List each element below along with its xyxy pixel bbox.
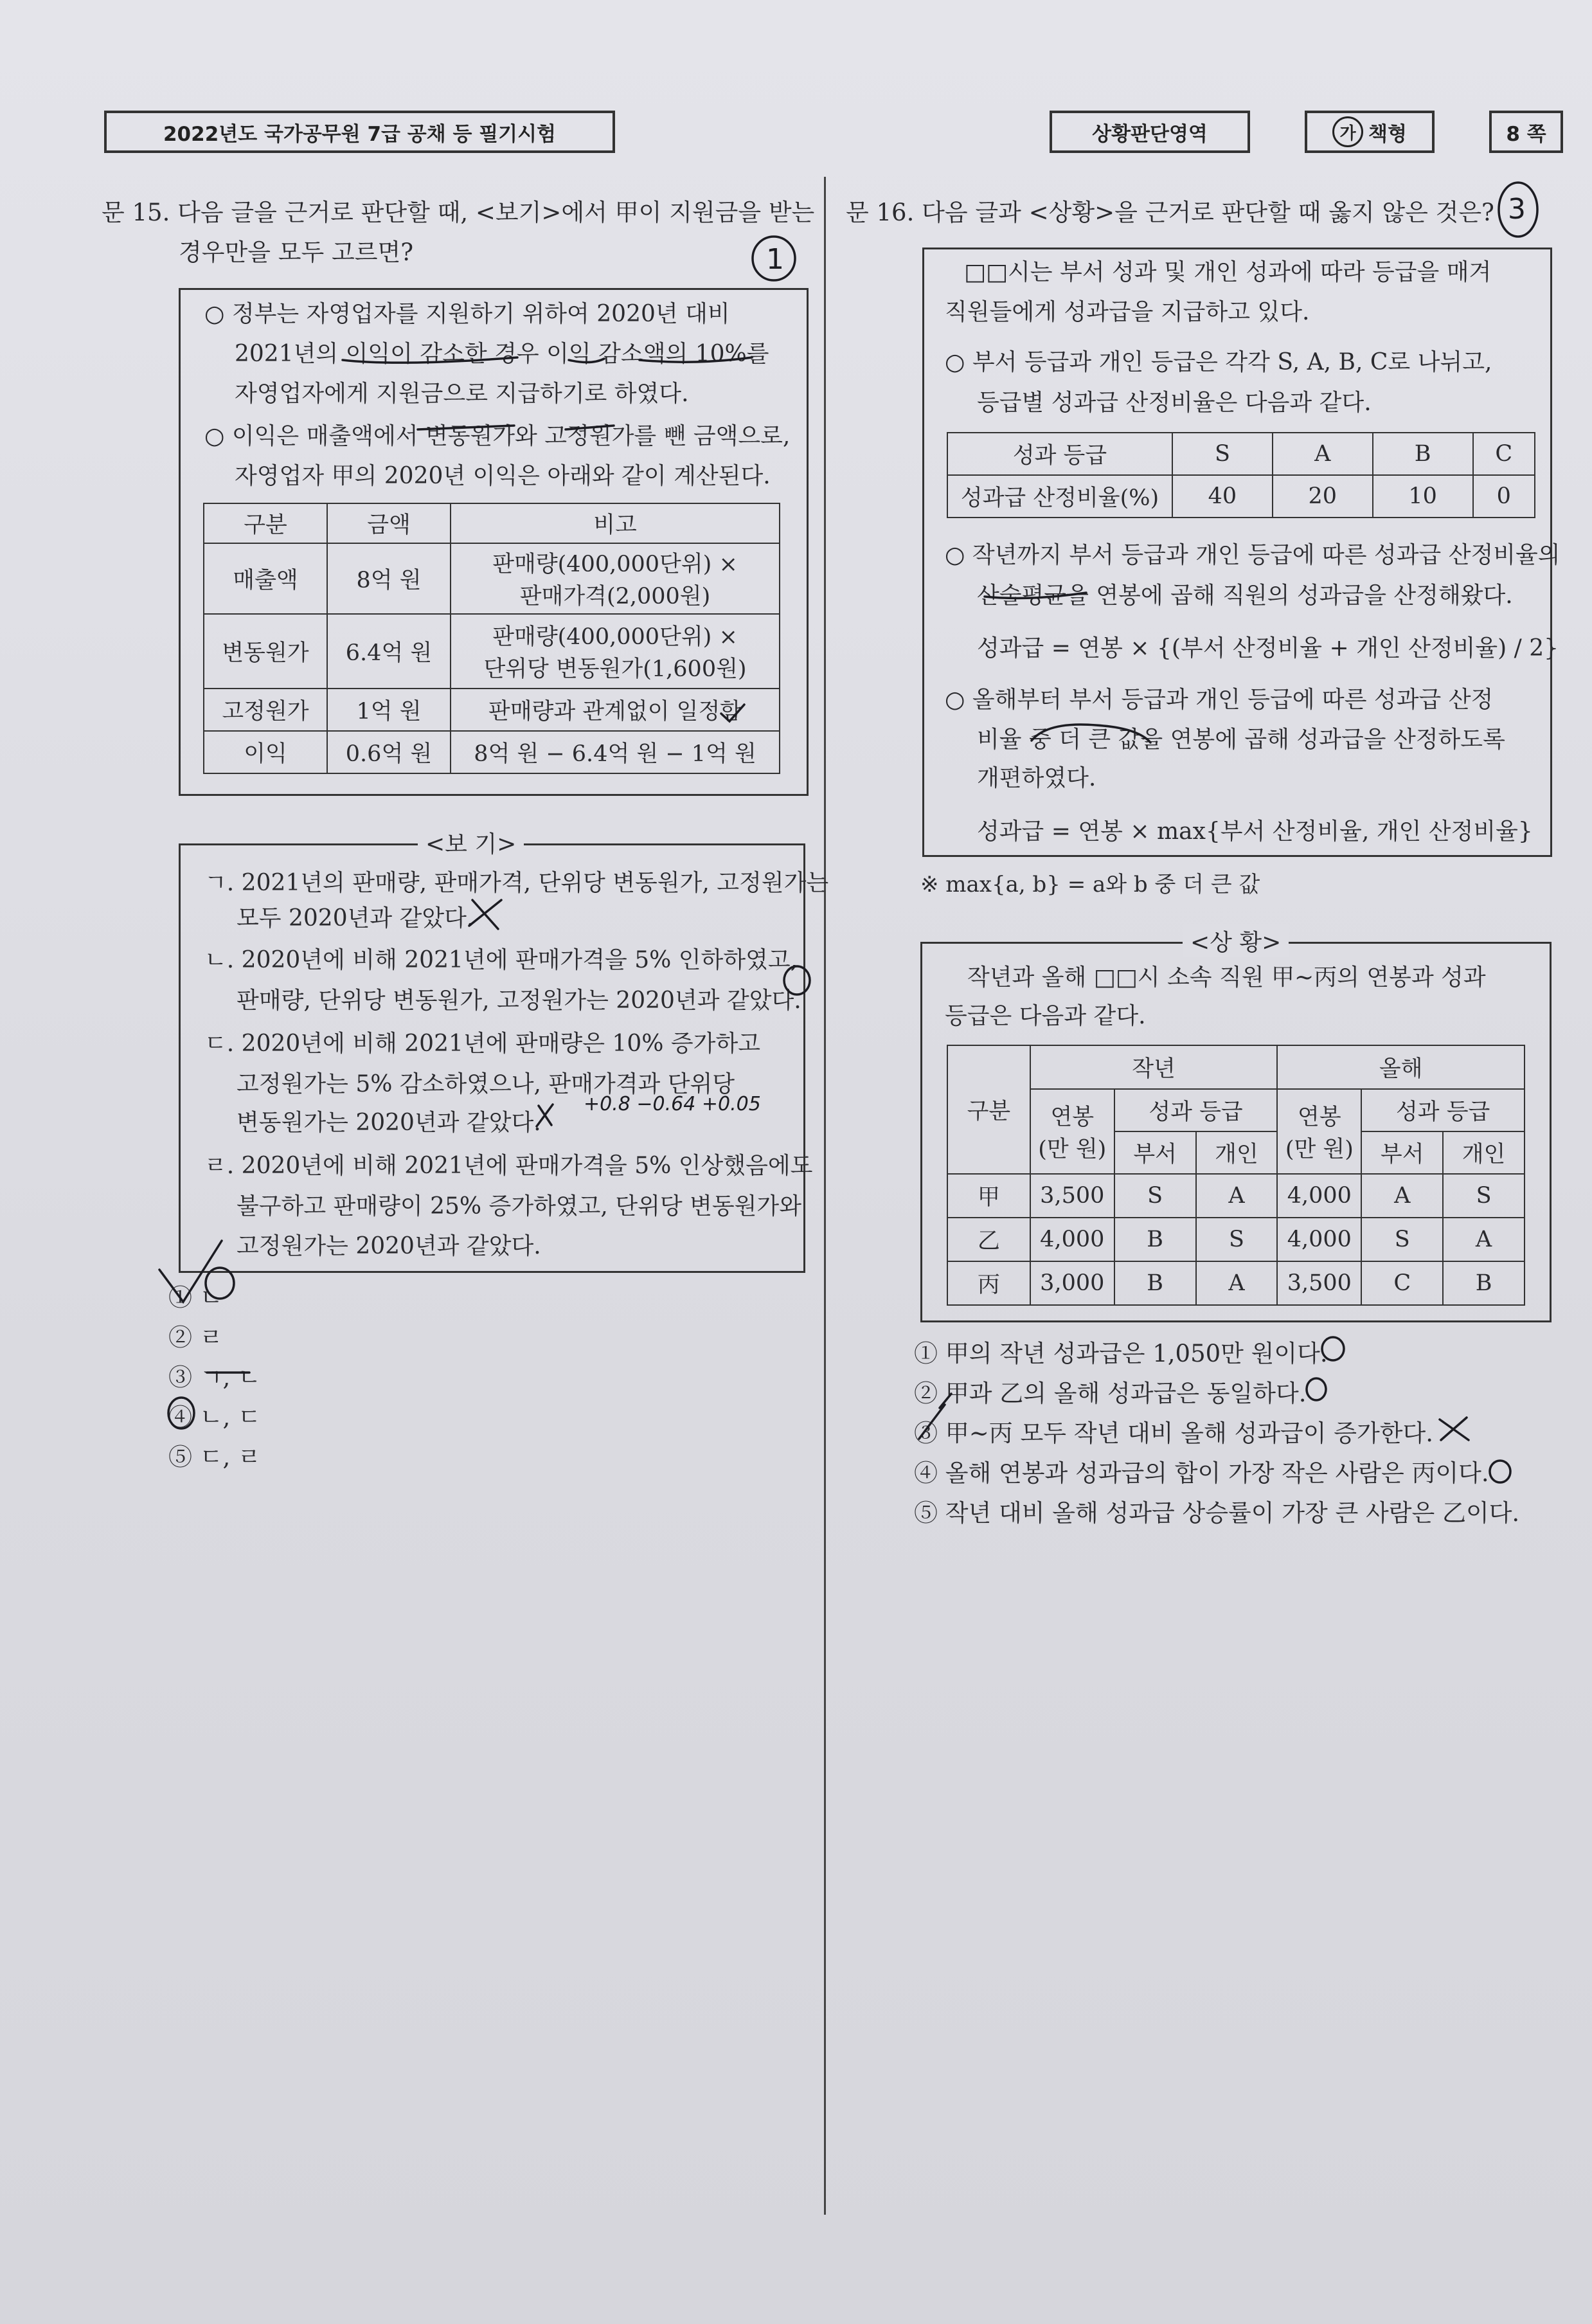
table-row bbox=[947, 1218, 1525, 1261]
q16-rate-row2-label: 성과급 산정비율(%) bbox=[947, 475, 1172, 518]
q16-salary-unit-2: (만 원) bbox=[1285, 1137, 1354, 1162]
staff-dept-this: C bbox=[1361, 1261, 1443, 1305]
q15-bogi-d-line2: 불구하고 판매량이 25% 증가하였고, 단위당 변동원가와 bbox=[237, 1193, 801, 1220]
staff-salary-this: 4,000 bbox=[1277, 1174, 1361, 1218]
q16-b3-line3: 개편하였다. bbox=[977, 765, 1096, 791]
staff-indiv-last: A bbox=[1196, 1261, 1278, 1305]
q15-bogi-a-line1: ㄱ. 2021년의 판매량, 판매가격, 단위당 변동원가, 고정원가는 bbox=[204, 870, 829, 896]
q15-th-amount: 금액 bbox=[327, 503, 451, 543]
q16-salary-1: 연봉 bbox=[1050, 1104, 1095, 1130]
q16-situation-title: <상 황> bbox=[1183, 924, 1289, 957]
q15-bogi-d-line1: ㄹ. 2020년에 비해 2021년에 판매가격을 5% 인상했음에도 bbox=[204, 1153, 813, 1179]
q16-formula2: 성과급 = 연봉 × max{부서 산정비율, 개인 산정비율} bbox=[977, 818, 1533, 845]
q15-cell-note2: 판매가격(2,000원) bbox=[519, 584, 711, 609]
q16-rate-b: 10 bbox=[1373, 475, 1473, 518]
q16-staff-col-label: 구분 bbox=[947, 1045, 1030, 1174]
q15-p1-line2: 2021년의 이익이 감소한 경우 이익 감소액의 10%를 bbox=[235, 341, 769, 367]
q15-handwritten-answer: 1 bbox=[766, 243, 784, 276]
q16-note: ※ max{a, b} = a와 b 중 더 큰 값 bbox=[920, 872, 1260, 897]
q15-stem bbox=[102, 193, 815, 273]
q15-cell-amount: 1억 원 bbox=[327, 689, 451, 731]
q16-option-1[interactable]: ① 甲의 작년 성과급은 1,050만 원이다. bbox=[914, 1340, 1328, 1367]
exam-title: 2022년도 국가공무원 7급 공채 등 필기시험 bbox=[163, 122, 556, 146]
q16-dept-2: 부서 bbox=[1361, 1131, 1443, 1174]
q16-this-year: 올해 bbox=[1277, 1045, 1525, 1089]
q16-staff-table bbox=[947, 1045, 1525, 1306]
staff-indiv-this: S bbox=[1443, 1174, 1525, 1218]
q16-option-5[interactable]: ⑤ 작년 대비 올해 성과급 상승률이 가장 큰 사람은 乙이다. bbox=[914, 1499, 1520, 1527]
q15-bogi-a-line2: 모두 2020년과 같았다. bbox=[237, 905, 474, 932]
q15-p1-line1: ○ 정부는 자영업자를 지원하기 위하여 2020년 대비 bbox=[204, 301, 730, 327]
booklet-mark-circle bbox=[1332, 116, 1363, 147]
q16-b2-line1: ○ 작년까지 부서 등급과 개인 등급에 따른 성과급 산정비율의 bbox=[945, 542, 1561, 568]
q16-handwritten-answer: 3 bbox=[1508, 193, 1526, 226]
q15-cell-note2: 단위당 변동원가(1,600원) bbox=[483, 656, 747, 682]
staff-indiv-this: A bbox=[1443, 1218, 1525, 1261]
q15-profit-table bbox=[203, 503, 780, 774]
q15-cell-label: 매출액 bbox=[204, 543, 327, 614]
q16-rate-table bbox=[947, 432, 1535, 518]
q16-rate-row1-label: 성과 등급 bbox=[947, 433, 1172, 475]
staff-salary-this: 3,500 bbox=[1277, 1261, 1361, 1305]
page-number: 8 쪽 bbox=[1506, 122, 1546, 146]
page-number-box bbox=[1489, 111, 1563, 153]
q16-grade-s: S bbox=[1172, 433, 1273, 475]
q16-salary-unit-1: (만 원) bbox=[1038, 1137, 1107, 1162]
staff-name: 丙 bbox=[947, 1261, 1030, 1305]
q16-rate-a: 20 bbox=[1273, 475, 1373, 518]
q15-handwritten-calc: +0.8 −0.64 +0.05 bbox=[584, 1093, 761, 1115]
table-row bbox=[204, 689, 780, 731]
staff-name: 甲 bbox=[947, 1174, 1030, 1218]
q15-bogi-c-line1: ㄷ. 2020년에 비해 2021년에 판매량은 10% 증가하고 bbox=[204, 1031, 760, 1057]
column-divider bbox=[824, 177, 826, 2215]
q15-option-5[interactable]: ⑤ ㄷ, ㄹ bbox=[168, 1443, 261, 1471]
staff-dept-this: S bbox=[1361, 1218, 1443, 1261]
q15-cell-note1: 판매량(400,000단위) × bbox=[492, 552, 738, 577]
staff-indiv-this: B bbox=[1443, 1261, 1525, 1305]
q16-grade-c: C bbox=[1473, 433, 1535, 475]
table-row bbox=[204, 731, 780, 773]
q16-number: 문 16. bbox=[846, 199, 915, 226]
q15-cell-note1: 판매량(400,000단위) × bbox=[492, 624, 738, 650]
q16-indiv-1: 개인 bbox=[1196, 1131, 1278, 1174]
booklet-label: 책형 bbox=[1368, 122, 1407, 146]
q16-stem bbox=[846, 193, 1494, 233]
q16-rate-s: 40 bbox=[1172, 475, 1273, 518]
q15-cell-amount: 6.4억 원 bbox=[327, 614, 451, 689]
q16-b3-line1: ○ 올해부터 부서 등급과 개인 등급에 따른 성과급 산정 bbox=[945, 687, 1494, 713]
q16-grade-a: A bbox=[1273, 433, 1373, 475]
q15-th-category: 구분 bbox=[204, 503, 327, 543]
q16-intro-line1: □□시는 부서 성과 및 개인 성과에 따라 등급을 매겨 bbox=[964, 259, 1492, 285]
q16-situation-line2: 등급은 다음과 같다. bbox=[945, 1003, 1146, 1029]
q15-cell-amount: 0.6억 원 bbox=[327, 731, 451, 773]
q15-stem-line1: 다음 글을 근거로 판단할 때, <보기>에서 甲이 지원금을 받는 bbox=[177, 199, 815, 226]
section-box bbox=[1050, 111, 1250, 153]
q16-b1-line1: ○ 부서 등급과 개인 등급은 각각 S, A, B, C로 나뉘고, bbox=[945, 349, 1492, 375]
q16-salary-2: 연봉 bbox=[1298, 1104, 1341, 1130]
staff-dept-this: A bbox=[1361, 1174, 1443, 1218]
booklet-box bbox=[1305, 111, 1435, 153]
q15-option-1[interactable]: ① ㄴ bbox=[168, 1284, 223, 1311]
q15-option-3[interactable]: ③ ㄱ, ㄴ bbox=[168, 1364, 261, 1391]
q15-th-note: 비고 bbox=[451, 503, 780, 543]
q15-option-4[interactable]: ④ ㄴ, ㄷ bbox=[168, 1403, 261, 1431]
q15-bogi-c-line2: 고정원가는 5% 감소하였으나, 판매가격과 단위당 bbox=[237, 1071, 735, 1097]
q15-cell-label: 고정원가 bbox=[204, 689, 327, 731]
table-row bbox=[947, 1174, 1525, 1218]
q15-cell-label: 변동원가 bbox=[204, 614, 327, 689]
q16-b1-line2: 등급별 성과급 산정비율은 다음과 같다. bbox=[977, 390, 1372, 416]
q16-stem-text: 다음 글과 <상황>을 근거로 판단할 때 옳지 않은 것은? bbox=[922, 199, 1494, 226]
q15-bogi-d-line3: 고정원가는 2020년과 같았다. bbox=[237, 1233, 541, 1259]
section-label: 상황판단영역 bbox=[1092, 122, 1208, 146]
table-row bbox=[204, 543, 780, 614]
q16-option-3[interactable]: ③ 甲~丙 모두 작년 대비 올해 성과급이 증가한다. bbox=[914, 1419, 1433, 1447]
staff-indiv-last: S bbox=[1196, 1218, 1278, 1261]
staff-salary-last: 3,000 bbox=[1030, 1261, 1114, 1305]
q16-option-2[interactable]: ② 甲과 乙의 올해 성과급은 동일하다. bbox=[914, 1380, 1307, 1407]
q15-stem-line2: 경우만을 모두 고르면? bbox=[179, 239, 414, 266]
q16-formula1: 성과급 = 연봉 × {(부서 산정비율 + 개인 산정비율) / 2} bbox=[977, 635, 1559, 662]
q16-intro-line2: 직원들에게 성과급을 지급하고 있다. bbox=[945, 299, 1310, 325]
q16-indiv-2: 개인 bbox=[1443, 1131, 1525, 1174]
exam-title-box bbox=[104, 111, 615, 153]
booklet-mark: 가 bbox=[1339, 123, 1356, 143]
q15-bogi-b-line2: 판매량, 단위당 변동원가, 고정원가는 2020년과 같았다. bbox=[237, 987, 801, 1014]
q15-cell-label: 이익 bbox=[204, 731, 327, 773]
q16-b3-line2: 비율 중 더 큰 값을 연봉에 곱해 성과급을 산정하도록 bbox=[977, 726, 1505, 753]
q15-cell-note1: 8억 원 − 6.4억 원 − 1억 원 bbox=[451, 731, 780, 773]
q16-situation-line1: 작년과 올해 □□시 소속 직원 甲~丙의 연봉과 성과 bbox=[967, 964, 1486, 991]
q16-b2-line2: 산술평균을 연봉에 곱해 직원의 성과급을 산정해왔다. bbox=[977, 582, 1513, 609]
q16-dept-1: 부서 bbox=[1114, 1131, 1196, 1174]
q15-bogi-title: <보 기> bbox=[418, 826, 524, 859]
staff-salary-last: 3,500 bbox=[1030, 1174, 1114, 1218]
q15-number: 문 15. bbox=[102, 199, 170, 226]
q15-p2-line2: 자영업자 甲의 2020년 이익은 아래와 같이 계산된다. bbox=[235, 463, 771, 489]
q16-grade-label-2: 성과 등급 bbox=[1361, 1089, 1525, 1131]
q15-cell-note1: 판매량과 관계없이 일정함 bbox=[451, 689, 780, 731]
q15-cell-amount: 8억 원 bbox=[327, 543, 451, 614]
q15-bogi-b-line1: ㄴ. 2020년에 비해 2021년에 판매가격을 5% 인하하였고, bbox=[204, 947, 798, 973]
staff-salary-last: 4,000 bbox=[1030, 1218, 1114, 1261]
table-row bbox=[947, 1261, 1525, 1305]
staff-dept-last: S bbox=[1114, 1174, 1196, 1218]
q16-option-4[interactable]: ④ 올해 연봉과 성과급의 합이 가장 작은 사람은 丙이다. bbox=[914, 1459, 1489, 1487]
staff-name: 乙 bbox=[947, 1218, 1030, 1261]
staff-salary-this: 4,000 bbox=[1277, 1218, 1361, 1261]
q16-grade-label-1: 성과 등급 bbox=[1114, 1089, 1278, 1131]
q16-last-year: 작년 bbox=[1030, 1045, 1278, 1089]
q15-bogi-c-line3: 변동원가는 2020년과 같았다. bbox=[237, 1110, 541, 1136]
q15-p1-line3: 자영업자에게 지원금으로 지급하기로 하였다. bbox=[235, 381, 689, 407]
table-row bbox=[204, 614, 780, 689]
staff-indiv-last: A bbox=[1196, 1174, 1278, 1218]
q15-option-2[interactable]: ② ㄹ bbox=[168, 1324, 223, 1351]
q15-p2-line1: ○ 이익은 매출액에서 변동원가와 고정원가를 뺀 금액으로, bbox=[204, 423, 791, 449]
q16-grade-b: B bbox=[1373, 433, 1473, 475]
staff-dept-last: B bbox=[1114, 1218, 1196, 1261]
staff-dept-last: B bbox=[1114, 1261, 1196, 1305]
q16-rate-c: 0 bbox=[1473, 475, 1535, 518]
